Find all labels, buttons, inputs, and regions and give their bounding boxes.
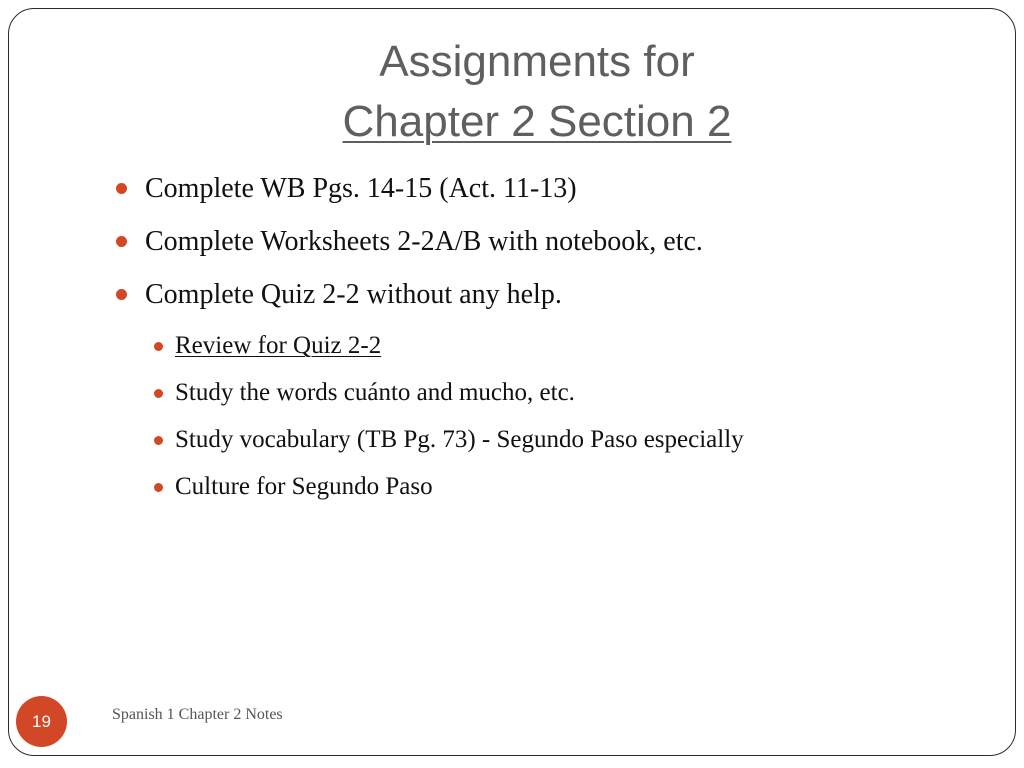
bullet-item <box>116 166 976 219</box>
sub-bullet-item <box>116 420 976 467</box>
slide-title <box>280 32 794 152</box>
footer-text: Spanish 1 Chapter 2 Notes <box>112 706 283 723</box>
bullet-dot-icon <box>116 183 127 194</box>
bullet-dot-icon <box>154 436 163 445</box>
bullet-dot-icon <box>116 236 127 247</box>
sub-bullet-text: Study vocabulary (TB Pg. 73) - Segundo Paso especially <box>175 426 744 453</box>
bullet-list <box>116 166 976 514</box>
review-quiz-link[interactable]: Review for Quiz 2-2 <box>175 332 382 359</box>
bullet-dot-icon <box>116 289 127 300</box>
sub-bullet-item <box>116 373 976 420</box>
title-line-2: Chapter 2 Section 2 <box>342 97 732 146</box>
page-number-badge: 19 <box>16 696 67 747</box>
bullet-dot-icon <box>154 342 163 351</box>
sub-bullet-item <box>116 467 976 514</box>
bullet-text: Complete Worksheets 2-2A/B with notebook, etc. <box>145 226 703 257</box>
bullet-item <box>116 272 976 325</box>
sub-bullet-text: Culture for Segundo Paso <box>175 473 433 500</box>
bullet-text: Complete WB Pgs. 14-15 (Act. 11-13) <box>145 173 577 204</box>
sub-bullet-text: Study the words cuánto and mucho, etc. <box>175 379 575 406</box>
bullet-dot-icon <box>154 483 163 492</box>
title-line-1: Assignments for <box>379 37 695 86</box>
bullet-text: Complete Quiz 2-2 without any help. <box>145 279 562 310</box>
sub-bullet-item <box>116 326 976 373</box>
bullet-dot-icon <box>154 389 163 398</box>
bullet-item <box>116 219 976 272</box>
